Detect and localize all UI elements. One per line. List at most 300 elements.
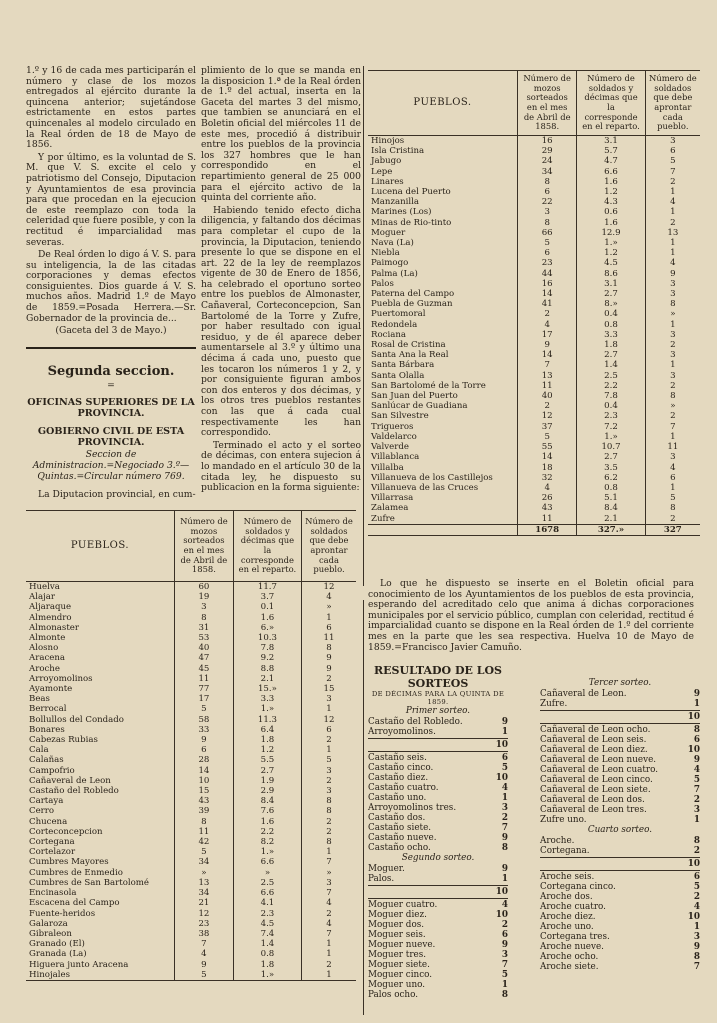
mozos-value: 55 xyxy=(518,442,577,452)
decimas-value: 5.5 xyxy=(233,755,301,765)
decimas-value: 6.6 xyxy=(233,888,301,898)
mozos-value: 6 xyxy=(518,187,577,197)
sorteo-label: Aroche seis. xyxy=(540,872,595,882)
sorteo-label: Moguer diez. xyxy=(368,910,427,920)
pueblo-name: Cumbres de Enmedio xyxy=(29,867,123,878)
pueblo-name: Villanueva de los Castillejos xyxy=(371,472,493,483)
soldados-value: 7 xyxy=(301,888,356,898)
mozos-value: 37 xyxy=(518,422,577,432)
decimas-value: 1.» xyxy=(577,432,645,442)
col-header-soldados: Número de soldados que debe aprontar cada pueblo. xyxy=(645,71,700,136)
pueblo-name: Cartaya xyxy=(29,796,64,807)
table-row xyxy=(368,156,700,166)
subheading: Seccion de Administracion.=Negociado 3.º—Quintas.=Circular número 769. xyxy=(32,449,190,482)
sorteo-row xyxy=(540,836,700,846)
pueblo-name: Escacena del Campo xyxy=(29,898,120,909)
sorteo-total: 10 xyxy=(495,887,508,897)
mozos-value: 45 xyxy=(174,664,233,674)
mozos-value: 34 xyxy=(174,888,233,898)
decimas-value: 3.1 xyxy=(577,279,645,289)
pueblo-name: Higuera junto Aracena xyxy=(29,959,129,970)
sorteo-value: 10 xyxy=(495,773,508,783)
sorteo-label: Cañaveral de Leon diez. xyxy=(540,745,648,755)
sorteo-row xyxy=(368,783,508,793)
sorteo-label: Castaño dos. xyxy=(368,813,426,823)
soldados-value: 3 xyxy=(645,136,700,147)
sorteo-group-4 xyxy=(540,836,700,972)
sorteo-row xyxy=(368,900,508,910)
sorteo-row xyxy=(540,922,700,932)
decimas-value: 10.3 xyxy=(233,633,301,643)
table-row xyxy=(368,452,700,462)
sorteo-value: 9 xyxy=(501,833,508,843)
sorteo-value: 9 xyxy=(501,864,508,874)
decimas-value: 8.8 xyxy=(233,664,301,674)
soldados-value: 1 xyxy=(301,613,356,623)
soldados-value: 4 xyxy=(645,197,700,207)
mozos-value: 31 xyxy=(174,623,233,633)
sorteos-title: RESULTADO DE LOS SORTEOS xyxy=(374,664,502,690)
sorteo-group-3 xyxy=(540,689,700,825)
sorteo-value: 10 xyxy=(495,910,508,920)
decimas-value: 6.6 xyxy=(233,857,301,867)
totals-label xyxy=(368,524,518,535)
decimas-value: 1.6 xyxy=(233,817,301,827)
soldados-value: 12 xyxy=(301,582,356,593)
decimas-value: 7.8 xyxy=(577,391,645,401)
table-row xyxy=(26,582,356,593)
sorteo-row xyxy=(368,773,508,783)
sorteo-row xyxy=(368,793,508,803)
mozos-value: 9 xyxy=(174,735,233,745)
sorteo-label: Moguer. xyxy=(368,864,405,874)
pueblo-name: Zufre xyxy=(371,513,395,524)
sorteo-row xyxy=(368,940,508,950)
decimas-value: 2.1 xyxy=(577,514,645,525)
soldados-value: 1 xyxy=(301,745,356,755)
pueblo-name: Palos xyxy=(371,278,394,289)
pueblo-name: Paterna del Campo xyxy=(371,289,455,300)
table-row xyxy=(26,755,356,765)
sorteo-row xyxy=(368,910,508,920)
soldados-value: 9 xyxy=(645,269,700,279)
soldados-value: 5 xyxy=(645,493,700,503)
sorteo-label: Aroche dos. xyxy=(540,892,593,902)
soldados-value: 11 xyxy=(301,633,356,643)
mozos-value: 8 xyxy=(518,218,577,228)
pueblo-name: Villablanca xyxy=(371,452,420,463)
sorteo-value: 9 xyxy=(693,689,700,699)
column-rule xyxy=(363,66,364,586)
sorteo-value: 8 xyxy=(693,725,700,735)
mozos-value: 40 xyxy=(518,391,577,401)
sorteo-value: 7 xyxy=(693,962,700,972)
soldados-value: 15 xyxy=(301,684,356,694)
pueblo-name: Rosal de Cristina xyxy=(371,340,446,351)
mozos-value: 10 xyxy=(174,776,233,786)
decimas-value: 1.» xyxy=(233,970,301,981)
soldados-value: 8 xyxy=(301,837,356,847)
table-row xyxy=(368,514,700,525)
table-row xyxy=(368,136,700,147)
mozos-value: 29 xyxy=(518,146,577,156)
sorteo-value: 3 xyxy=(501,950,508,960)
pueblo-name: Granada (La) xyxy=(29,949,87,960)
sorteo-label: Castaño seis. xyxy=(368,753,427,763)
table-row xyxy=(26,898,356,908)
pueblo-name: Aljaraque xyxy=(29,602,72,613)
decimas-value: 4.3 xyxy=(577,197,645,207)
sorteo-total-row xyxy=(540,712,700,722)
col-header-pueblos: PUEBLOS. xyxy=(413,97,472,109)
soldados-value: 8 xyxy=(645,503,700,513)
table-row xyxy=(368,340,700,350)
table-row xyxy=(368,309,700,319)
pueblo-name: Cañaveral de Leon xyxy=(29,775,111,786)
sorteos-left xyxy=(368,664,508,1000)
decimas-value: 9.2 xyxy=(233,653,301,663)
mozos-value: 60 xyxy=(174,582,233,593)
mozos-value: 2 xyxy=(518,309,577,319)
sorteo-row xyxy=(540,775,700,785)
table-row xyxy=(368,146,700,156)
table-row xyxy=(26,735,356,745)
sorteo-label: Moguer cinco. xyxy=(368,970,433,980)
decimas-value: 2.7 xyxy=(577,350,645,360)
pueblo-name: Villalba xyxy=(371,462,404,473)
decimas-value: 2.2 xyxy=(233,827,301,837)
decimas-value: 1.2 xyxy=(577,187,645,197)
decimas-value: 4.1 xyxy=(233,898,301,908)
soldados-value: 8 xyxy=(301,643,356,653)
sorteo-label: Castaño nueve. xyxy=(368,833,437,843)
table-row xyxy=(368,381,700,391)
decimas-value: 4.5 xyxy=(577,258,645,268)
table-row xyxy=(368,279,700,289)
table-row xyxy=(26,817,356,827)
soldados-value: 2 xyxy=(645,411,700,421)
col-header-pueblos: PUEBLOS. xyxy=(70,540,130,552)
mozos-value: 8 xyxy=(174,613,233,623)
soldados-value: 3 xyxy=(301,786,356,796)
sorteo-row xyxy=(368,753,508,763)
sorteo-row xyxy=(540,942,700,952)
sorteo-row xyxy=(368,990,508,1000)
decimas-value: 7.6 xyxy=(233,806,301,816)
sorteo-total-row xyxy=(540,859,700,869)
soldados-value: 3 xyxy=(645,289,700,299)
decimas-value: 1.» xyxy=(577,238,645,248)
mozos-value: 7 xyxy=(518,360,577,370)
sorteo-value: 2 xyxy=(501,920,508,930)
pueblo-name: Almonte xyxy=(29,633,66,644)
pueblo-name: Aracena xyxy=(29,653,65,664)
pueblo-name: Zalamea xyxy=(371,503,409,514)
mozos-value: 3 xyxy=(518,207,577,217)
sorteo-value: 4 xyxy=(501,783,508,793)
pueblo-name: Palma (La) xyxy=(371,268,418,279)
mozos-value: 19 xyxy=(174,592,233,602)
sorteo-label: Cañaveral de Leon nueve. xyxy=(540,755,657,765)
mozos-value: 32 xyxy=(518,473,577,483)
sorteo-row xyxy=(368,833,508,843)
pueblo-name: Encinasola xyxy=(29,888,77,899)
mozos-value: 16 xyxy=(518,136,577,147)
sorteo-value: 8 xyxy=(501,843,508,853)
sorteo-label: Moguer siete. xyxy=(368,960,430,970)
sorteo-label: Castaño siete. xyxy=(368,823,432,833)
sorteo-row xyxy=(540,755,700,765)
mozos-value: 58 xyxy=(174,715,233,725)
mozos-value: 24 xyxy=(518,156,577,166)
soldados-value: 6 xyxy=(301,623,356,633)
decimas-value: 1.4 xyxy=(233,939,301,949)
mozos-value: 14 xyxy=(518,350,577,360)
sorteo-label: Aroche nueve. xyxy=(540,942,604,952)
soldados-value: 9 xyxy=(301,664,356,674)
sorteo-row xyxy=(540,882,700,892)
paragraph: La Diputacion provincial, en cum- xyxy=(38,489,196,501)
mozos-value: 5 xyxy=(518,238,577,248)
soldados-value: 3 xyxy=(645,350,700,360)
table-row xyxy=(368,218,700,228)
pueblo-name: Chucena xyxy=(29,816,68,827)
table-row xyxy=(26,857,356,867)
pueblo-name: Santa Olalla xyxy=(371,370,425,381)
sorteo-label: Cañaveral de Leon ocho. xyxy=(540,725,651,735)
pueblo-name: Villanueva de las Cruces xyxy=(371,482,479,493)
table-row xyxy=(26,613,356,623)
soldados-value: 3 xyxy=(301,694,356,704)
sorteo-value: 5 xyxy=(693,775,700,785)
pueblo-name: Isla Cristina xyxy=(371,146,425,157)
sorteo-row xyxy=(368,864,508,874)
pueblo-name: Castaño del Robledo xyxy=(29,786,119,797)
sorteo-label: Cañaveral de Leon tres. xyxy=(540,805,647,815)
soldados-value: 1 xyxy=(301,970,356,981)
table-row xyxy=(26,909,356,919)
table-row xyxy=(26,970,356,981)
pueblo-name: Redondela xyxy=(371,319,418,330)
sorteo-row xyxy=(368,980,508,990)
col-header-mozos: Número de mozos sorteados en el mes de Abril de 1858. xyxy=(174,511,233,582)
table-row xyxy=(368,228,700,238)
soldados-value: 1 xyxy=(301,847,356,857)
sorteo-row xyxy=(368,843,508,853)
decimas-value: 2.9 xyxy=(233,786,301,796)
decimas-value: 1.6 xyxy=(577,218,645,228)
sorteo-label: Zufre. xyxy=(540,699,568,709)
sorteo-row xyxy=(540,815,700,825)
mozos-value: 3 xyxy=(174,602,233,612)
total-decimas: 327.» xyxy=(577,524,645,535)
sorteo-row xyxy=(368,970,508,980)
table-row xyxy=(368,207,700,217)
decimas-value: 7.2 xyxy=(577,422,645,432)
soldados-value: 2 xyxy=(645,514,700,525)
sorteo-row xyxy=(368,874,508,884)
mozos-value: 14 xyxy=(518,452,577,462)
sorteo-label: Moguer cuatro. xyxy=(368,900,438,910)
pueblo-name: San Juan del Puerto xyxy=(371,391,458,402)
table-row xyxy=(26,623,356,633)
pueblo-name: Hinojales xyxy=(29,969,70,980)
mozos-value: » xyxy=(174,868,233,878)
sorteo-label: Cañaveral de Leon. xyxy=(540,689,627,699)
col-header-soldados: Número de soldados que debe aprontar cada pueblo. xyxy=(301,511,356,582)
mozos-value: 43 xyxy=(174,796,233,806)
decimas-value: 8.6 xyxy=(577,269,645,279)
table-row xyxy=(26,653,356,663)
sorteo-value: 2 xyxy=(501,813,508,823)
pueblo-name: Fuente-heridos xyxy=(29,908,96,919)
col-header-mozos: Número de mozos sorteados en el mes de Abril de 1858. xyxy=(518,71,577,136)
divider xyxy=(368,898,508,899)
pueblo-name: Cortegana xyxy=(29,837,75,848)
pueblo-name: Valverde xyxy=(371,442,409,453)
sorteo-value: 9 xyxy=(501,940,508,950)
sorteo-label: Aroche. xyxy=(540,836,575,846)
sorteo-value: 1 xyxy=(693,922,700,932)
divider xyxy=(540,723,700,724)
pueblo-name: Aroche xyxy=(29,663,60,674)
table-row xyxy=(368,422,700,432)
decimas-value: 8.4 xyxy=(233,796,301,806)
sorteo-value: 1 xyxy=(501,727,508,737)
pueblo-name: Lepe xyxy=(371,166,393,177)
sorteo-label: Cañaveral de Leon siete. xyxy=(540,785,651,795)
sorteo-value: 6 xyxy=(693,872,700,882)
decimas-value: 2.7 xyxy=(577,452,645,462)
sorteo-label: Cañaveral de Leon cinco. xyxy=(540,775,653,785)
soldados-value: 3 xyxy=(645,452,700,462)
decimas-value: 1.8 xyxy=(233,960,301,970)
mozos-value: 17 xyxy=(518,330,577,340)
sorteo-label: Palos. xyxy=(368,874,395,884)
decimas-value: 6.6 xyxy=(577,167,645,177)
sorteo-value: 1 xyxy=(501,793,508,803)
table-row xyxy=(368,177,700,187)
mozos-value: 4 xyxy=(518,483,577,493)
table-row xyxy=(368,289,700,299)
pueblo-name: Valdelarco xyxy=(371,431,417,442)
paragraph: Habiendo tenido efecto dicha diligencia, y faltando dos décimas para completar el cupo de la provincia, la Diputacion, teniendo presente lo que se dispone en el art. 22 de la ley de reemplazos vigente de 30 de Enero de 1856, ha celebrado el oportuno sorteo entre los pueblos de Almonaster, Cañaveral, Corteconcepcion, San Bartolomé de la Torre y Zufre, por haber resultado con igual residuo, y de él aparece deber aumentarsele al 3.º y último una décima á cada uno, puesto que les tocaron los números 1 y 2, y por consiguiente figuran ambos con dos enteros y dos décimas, y los otros tres pueblos restantes con las que á cada cual respectivamente les han correspondido. xyxy=(201,204,361,439)
table-right xyxy=(368,70,700,536)
table-row xyxy=(26,766,356,776)
table-row xyxy=(368,350,700,360)
decimas-value: 8.2 xyxy=(233,837,301,847)
soldados-value: 1 xyxy=(645,187,700,197)
soldados-value: 7 xyxy=(301,857,356,867)
pueblo-name: Galaroza xyxy=(29,918,68,929)
decimas-value: 0.8 xyxy=(577,320,645,330)
soldados-value: 1 xyxy=(645,360,700,370)
sorteo-label: Cañaveral de Leon seis. xyxy=(540,735,647,745)
mozos-value: 14 xyxy=(174,766,233,776)
pueblo-name: Alajar xyxy=(29,592,55,603)
paragraph: De Real órden lo digo á V. S. para su inteligencia, la de las citadas corporaciones y demas efectos consiguientes. Dios guarde á V. S. muchos años. Madrid 1.º de Mayo de 1859.=Posada Herrera.—Sr. Gobernador de la provincia de... xyxy=(26,249,196,324)
pueblo-name: Huelva xyxy=(29,582,60,592)
decimas-value: 5.7 xyxy=(577,146,645,156)
table-row xyxy=(26,664,356,674)
mozos-value: 13 xyxy=(174,878,233,888)
paragraph: Y por último, es la voluntad de S. M. que V. S. excite el celo y patriotismo del Consejo, Diputacion y Ayuntamientos de esa provincia para que procedan en la ejecucion de este reemplazo con toda la celeridad que fuere posible, y con la rectitud é imparcialidad mas severas. xyxy=(26,151,196,248)
soldados-value: 3 xyxy=(301,766,356,776)
decimas-value: 1.2 xyxy=(577,248,645,258)
sorteo-value: 2 xyxy=(693,846,700,856)
table-row xyxy=(368,442,700,452)
decimas-value: 3.1 xyxy=(577,136,645,147)
sorteo-total: 10 xyxy=(687,712,700,722)
sorteo-value: 7 xyxy=(693,785,700,795)
soldados-value: 2 xyxy=(301,674,356,684)
mozos-value: 18 xyxy=(518,463,577,473)
pueblo-name: Alosno xyxy=(29,643,59,654)
pueblo-name: Cabezas Rubias xyxy=(29,735,98,746)
table-row xyxy=(26,602,356,612)
mozos-value: 17 xyxy=(174,694,233,704)
paragraph: 1.º y 16 de cada mes participarán el número y clase de los mozos entregados al ejército durante la quincena anterior; sujetándose estrictamente en estos partes quincenales al modelo circulado en la Real órden de 18 de Mayo de 1856. xyxy=(26,65,196,151)
soldados-value: 6 xyxy=(645,473,700,483)
sorteo-label: Castaño diez. xyxy=(368,773,429,783)
soldados-value: 3 xyxy=(645,330,700,340)
mozos-value: 21 xyxy=(174,898,233,908)
table-row xyxy=(26,643,356,653)
mozos-value: 43 xyxy=(518,503,577,513)
soldados-value: 4 xyxy=(301,592,356,602)
soldados-value: 1 xyxy=(301,949,356,959)
sorteo-row xyxy=(540,805,700,815)
table-row xyxy=(26,592,356,602)
decimas-value: 4.5 xyxy=(233,919,301,929)
table-row xyxy=(368,483,700,493)
soldados-value: 11 xyxy=(645,442,700,452)
pueblo-name: Minas de Rio-tinto xyxy=(371,217,452,228)
sorteo-value: 3 xyxy=(501,803,508,813)
soldados-value: 4 xyxy=(301,919,356,929)
sorteo-row xyxy=(540,872,700,882)
mozos-value: 34 xyxy=(174,857,233,867)
sorteo-value: 8 xyxy=(693,952,700,962)
sorteos-right xyxy=(540,678,700,972)
pueblo-name: Cortelazor xyxy=(29,847,76,858)
sorteo-row xyxy=(368,803,508,813)
pueblo-name: Linares xyxy=(371,176,404,187)
pueblo-name: Granado (El) xyxy=(29,939,85,950)
pueblo-name: Bonares xyxy=(29,724,65,735)
mozos-value: 13 xyxy=(518,371,577,381)
table-row xyxy=(368,167,700,177)
sorteo-label: Castaño cuatro. xyxy=(368,783,439,793)
soldados-value: 2 xyxy=(301,909,356,919)
sorteo-label: Cortegana tres. xyxy=(540,932,610,942)
col-header-decimas: Número de soldados y décimas que la corresponde en el reparto. xyxy=(233,511,301,582)
decimas-value: 10.7 xyxy=(577,442,645,452)
sorteo-value: 8 xyxy=(693,836,700,846)
divider-mark: = xyxy=(107,380,115,392)
sorteo-row xyxy=(540,795,700,805)
soldados-value: 1 xyxy=(645,238,700,248)
sorteo-label: Cañaveral de Leon cuatro. xyxy=(540,765,659,775)
table-row xyxy=(26,776,356,786)
table-row xyxy=(26,684,356,694)
sorteo-label: Castaño cinco. xyxy=(368,763,434,773)
sorteo-value: 6 xyxy=(501,753,508,763)
sorteo-row xyxy=(368,920,508,930)
table-row xyxy=(368,463,700,473)
sorteo-value: 9 xyxy=(693,942,700,952)
table-row xyxy=(368,432,700,442)
